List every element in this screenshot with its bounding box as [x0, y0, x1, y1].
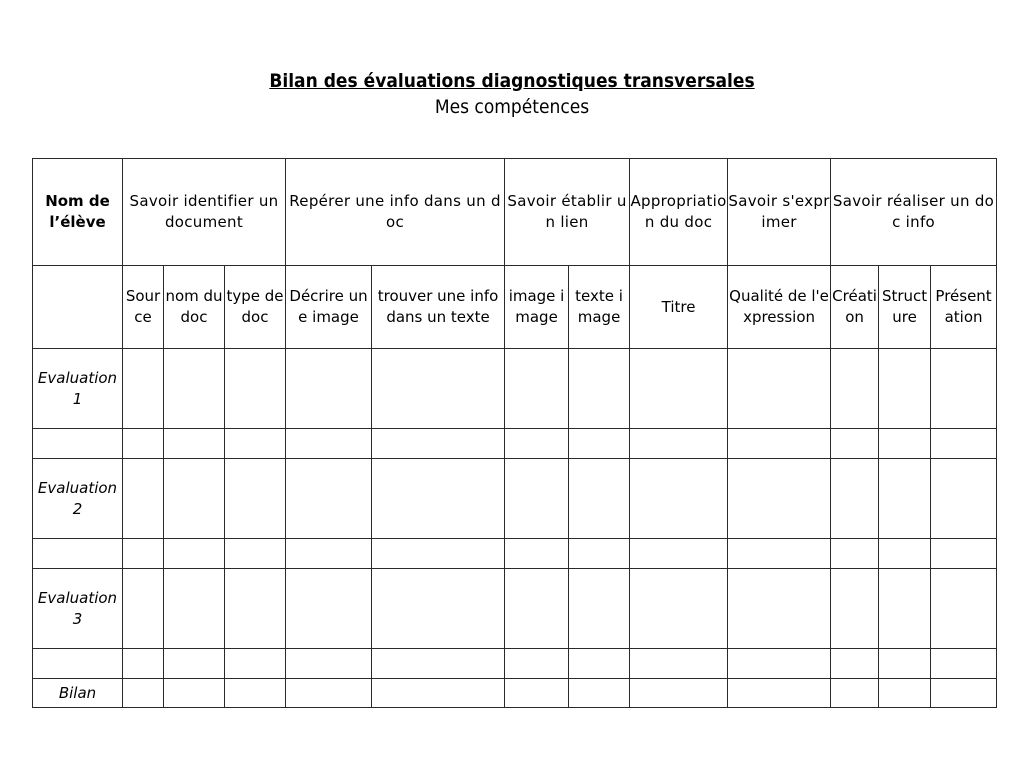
spacer-cell: [372, 649, 505, 679]
spacer-cell: [123, 539, 164, 569]
score-cell[interactable]: [286, 349, 372, 429]
spacer-cell: [123, 649, 164, 679]
document-title: Bilan des évaluations diagnostiques transversales: [269, 70, 755, 92]
subheader-creation: Création: [831, 266, 879, 349]
spacer-cell: [225, 539, 286, 569]
score-cell[interactable]: [931, 349, 997, 429]
spacer-cell: [931, 539, 997, 569]
spacer-cell: [931, 649, 997, 679]
score-cell[interactable]: [225, 679, 286, 708]
group-header-identify-document: Savoir identifier un document: [123, 159, 286, 266]
row-label-evaluation-1: Evaluation 1: [33, 349, 123, 429]
score-cell[interactable]: [728, 349, 831, 429]
subheader-blank: [33, 266, 123, 349]
spacer-cell: [33, 429, 123, 459]
spacer-cell: [728, 429, 831, 459]
subheader-describe-image: Décrire une image: [286, 266, 372, 349]
score-cell[interactable]: [123, 569, 164, 649]
spacer-cell: [505, 539, 569, 569]
score-cell[interactable]: [630, 569, 728, 649]
title-block: [0, 68, 1024, 120]
table-row: [33, 539, 997, 569]
score-cell[interactable]: [123, 679, 164, 708]
subheader-title: Titre: [630, 266, 728, 349]
score-cell[interactable]: [879, 349, 931, 429]
score-cell[interactable]: [831, 459, 879, 539]
table-row: [33, 569, 997, 649]
score-cell[interactable]: [225, 459, 286, 539]
table-row: [33, 429, 997, 459]
spacer-cell: [879, 649, 931, 679]
spacer-cell: [505, 429, 569, 459]
subheader-doc-type: type de doc: [225, 266, 286, 349]
score-cell[interactable]: [164, 459, 225, 539]
score-cell[interactable]: [728, 679, 831, 708]
spacer-cell: [879, 429, 931, 459]
score-cell[interactable]: [630, 349, 728, 429]
spacer-cell: [372, 429, 505, 459]
subheader-source: Source: [123, 266, 164, 349]
spacer-cell: [225, 649, 286, 679]
spacer-cell: [164, 649, 225, 679]
subheader-doc-name: nom du doc: [164, 266, 225, 349]
row-label-bilan: Bilan: [33, 679, 123, 708]
subheader-expression-quality: Qualité de l'expression: [728, 266, 831, 349]
spacer-cell: [569, 539, 630, 569]
spacer-cell: [286, 649, 372, 679]
spacer-cell: [286, 429, 372, 459]
subheader-image-image: image image: [505, 266, 569, 349]
subheader-row: [33, 266, 997, 349]
score-cell[interactable]: [931, 459, 997, 539]
subheader-structure: Structure: [879, 266, 931, 349]
group-header-establish-link: Savoir établir un lien: [505, 159, 630, 266]
spacer-cell: [225, 429, 286, 459]
group-header-row: [33, 159, 997, 266]
spacer-cell: [569, 429, 630, 459]
spacer-cell: [879, 539, 931, 569]
table-row: [33, 649, 997, 679]
score-cell[interactable]: [569, 349, 630, 429]
spacer-cell: [831, 649, 879, 679]
score-cell[interactable]: [831, 349, 879, 429]
row-label-evaluation-3: Evaluation 3: [33, 569, 123, 649]
row-label-evaluation-2: Evaluation 2: [33, 459, 123, 539]
score-cell[interactable]: [286, 679, 372, 708]
spacer-cell: [372, 539, 505, 569]
document-subtitle: Mes compétences: [434, 96, 590, 118]
spacer-cell: [831, 429, 879, 459]
group-header-express: Savoir s'exprimer: [728, 159, 831, 266]
table-row: [33, 349, 997, 429]
spacer-cell: [728, 539, 831, 569]
score-cell[interactable]: [569, 459, 630, 539]
score-cell[interactable]: [505, 349, 569, 429]
score-cell[interactable]: [164, 569, 225, 649]
spacer-cell: [164, 539, 225, 569]
spacer-cell: [728, 649, 831, 679]
score-cell[interactable]: [123, 459, 164, 539]
subheader-text-image: texte image: [569, 266, 630, 349]
score-cell[interactable]: [931, 679, 997, 708]
score-cell[interactable]: [879, 679, 931, 708]
group-header-find-info: Repérer une info dans un doc: [286, 159, 505, 266]
score-cell[interactable]: [286, 569, 372, 649]
table-row: [33, 459, 997, 539]
score-cell[interactable]: [505, 679, 569, 708]
score-cell[interactable]: [931, 569, 997, 649]
competences-table: [32, 158, 997, 708]
score-cell[interactable]: [831, 569, 879, 649]
spacer-cell: [569, 649, 630, 679]
score-cell[interactable]: [630, 679, 728, 708]
student-name-header: Nom de l’élève: [33, 159, 123, 266]
spacer-cell: [33, 649, 123, 679]
score-cell[interactable]: [372, 349, 505, 429]
group-header-make-document: Savoir réaliser un doc info: [831, 159, 997, 266]
score-cell[interactable]: [569, 679, 630, 708]
score-cell[interactable]: [372, 679, 505, 708]
score-cell[interactable]: [630, 459, 728, 539]
score-cell[interactable]: [505, 569, 569, 649]
score-cell[interactable]: [879, 459, 931, 539]
score-cell[interactable]: [728, 459, 831, 539]
score-cell[interactable]: [123, 349, 164, 429]
subheader-presentation: Présentation: [931, 266, 997, 349]
score-cell[interactable]: [225, 569, 286, 649]
group-header-appropriation: Appropriation du doc: [630, 159, 728, 266]
spacer-cell: [630, 429, 728, 459]
spacer-cell: [630, 649, 728, 679]
score-cell[interactable]: [728, 569, 831, 649]
spacer-cell: [931, 429, 997, 459]
score-cell[interactable]: [372, 459, 505, 539]
score-cell[interactable]: [879, 569, 931, 649]
spacer-cell: [630, 539, 728, 569]
spacer-cell: [286, 539, 372, 569]
spacer-cell: [505, 649, 569, 679]
spacer-cell: [33, 539, 123, 569]
spacer-cell: [831, 539, 879, 569]
score-cell[interactable]: [505, 459, 569, 539]
spacer-cell: [123, 429, 164, 459]
score-cell[interactable]: [286, 459, 372, 539]
score-cell[interactable]: [569, 569, 630, 649]
score-cell[interactable]: [831, 679, 879, 708]
score-cell[interactable]: [225, 349, 286, 429]
table-row: [33, 679, 997, 708]
spacer-cell: [164, 429, 225, 459]
score-cell[interactable]: [372, 569, 505, 649]
subheader-find-info-text: trouver une info dans un texte: [372, 266, 505, 349]
score-cell[interactable]: [164, 679, 225, 708]
score-cell[interactable]: [164, 349, 225, 429]
